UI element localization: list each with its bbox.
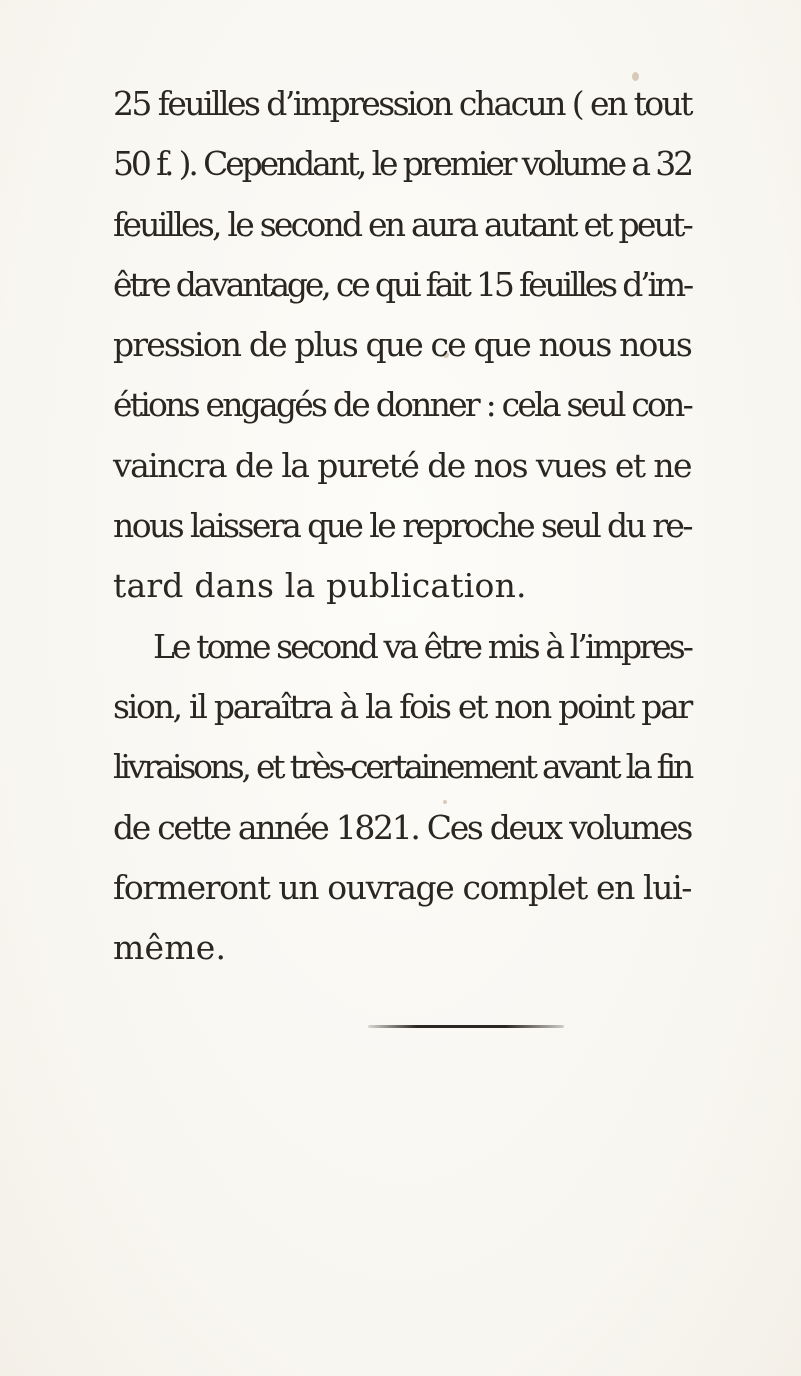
text-line: tard dans la publication.	[113, 566, 527, 606]
text-line: 25 feuilles d’impression chacun ( en tout	[113, 84, 691, 123]
text-line: pression de plus que ce que nous nous	[113, 325, 691, 365]
text-line: 50 f. ). Cependant, le premier volume a 32	[113, 144, 691, 184]
text-line: étions engagés de donner : cela seul con-	[113, 385, 691, 425]
text-line: feuilles, le second en aura autant et peut-	[113, 204, 691, 244]
text-line: vaincra de la pureté de nos vues et ne	[113, 445, 691, 485]
text-line: nous laissera que le reproche seul du re-	[113, 506, 691, 546]
paragraph-start-line: Le tome second va être mis à l’impres-	[153, 626, 691, 666]
end-rule	[368, 1025, 564, 1028]
text-line: de cette année 1821. Ces deux volumes	[113, 807, 691, 847]
text-line: même.	[113, 928, 227, 968]
text-line: sion, il paraîtra à la fois et non point par	[113, 686, 691, 726]
body-text	[113, 74, 691, 978]
text-line: formeront un ouvrage complet en lui-	[113, 867, 691, 907]
text-line: être davantage, ce qui fait 15 feuilles d’im-	[113, 264, 691, 304]
text-line: livraisons, et très-certainement avant la fin	[113, 747, 691, 787]
